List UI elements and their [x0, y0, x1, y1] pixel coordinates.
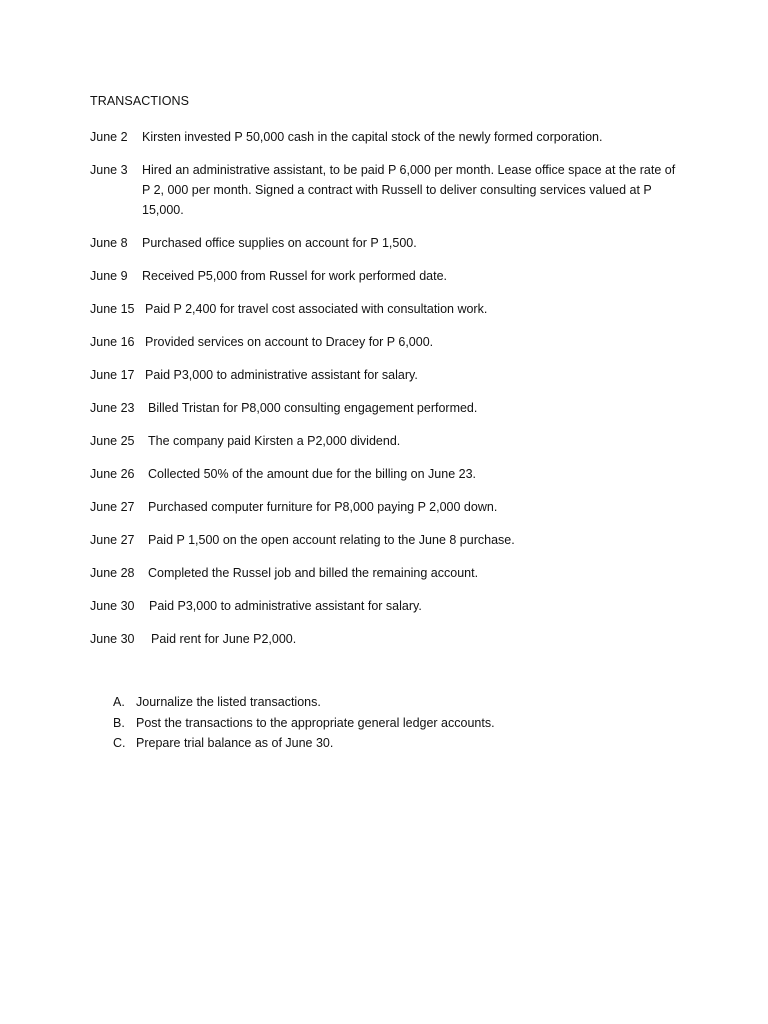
transaction-list — [90, 127, 690, 662]
transaction-description: Paid P3,000 to administrative assistant for salary. — [149, 599, 422, 613]
transaction-date: June 9 — [90, 269, 128, 283]
transaction-description: Paid P 2,400 for travel cost associated with consultation work. — [145, 302, 488, 316]
task-item — [113, 713, 495, 734]
task-list — [113, 692, 495, 754]
transaction-entry — [90, 127, 690, 147]
transaction-description: Purchased computer furniture for P8,000 paying P 2,000 down. — [148, 500, 498, 514]
transaction-description: Kirsten invested P 50,000 cash in the capital stock of the newly formed corporation. — [142, 130, 603, 144]
transaction-entry — [90, 596, 690, 616]
transaction-date: June 25 — [90, 434, 135, 448]
transaction-entry — [90, 160, 690, 220]
transaction-description: Billed Tristan for P8,000 consulting engagement performed. — [148, 401, 478, 415]
transaction-date: June 27 — [90, 500, 135, 514]
transaction-entry — [90, 629, 690, 649]
transaction-description: Paid P3,000 to administrative assistant for salary. — [145, 368, 418, 382]
transaction-description: Purchased office supplies on account for P 1,500. — [142, 236, 417, 250]
transaction-entry — [90, 563, 690, 583]
transaction-description: The company paid Kirsten a P2,000 dividend. — [148, 434, 401, 448]
transaction-date: June 28 — [90, 566, 135, 580]
transaction-date: June 8 — [90, 236, 128, 250]
transaction-date: June 30 — [90, 599, 135, 613]
transaction-date: June 26 — [90, 467, 135, 481]
transaction-date: June 3 — [90, 163, 128, 177]
transaction-date: June 17 — [90, 368, 135, 382]
task-text: Post the transactions to the appropriate general ledger accounts. — [136, 715, 495, 730]
transaction-date: June 2 — [90, 130, 128, 144]
document-heading: TRANSACTIONS — [90, 94, 190, 108]
task-item — [113, 733, 495, 754]
task-letter: C. — [113, 736, 126, 750]
transaction-entry — [90, 431, 690, 451]
transaction-entry — [90, 365, 690, 385]
transaction-description: Received P5,000 from Russel for work performed date. — [142, 269, 447, 283]
transaction-entry — [90, 299, 690, 319]
task-letter: B. — [113, 715, 125, 730]
transaction-description: Collected 50% of the amount due for the billing on June 23. — [148, 467, 476, 481]
transaction-entry — [90, 464, 690, 484]
transaction-entry — [90, 266, 690, 286]
task-text: Journalize the listed transactions. — [136, 695, 321, 709]
transaction-date: June 30 — [90, 632, 135, 646]
task-letter: A. — [113, 695, 125, 709]
transaction-date: June 15 — [90, 302, 135, 316]
transaction-date: June 27 — [90, 533, 135, 547]
transaction-date: June 16 — [90, 335, 135, 349]
task-text: Prepare trial balance as of June 30. — [136, 736, 334, 750]
transaction-date: June 23 — [90, 401, 135, 415]
transaction-entry — [90, 530, 690, 550]
transaction-entry — [90, 497, 690, 517]
transaction-description: Provided services on account to Dracey for P 6,000. — [145, 335, 434, 349]
transaction-description: Hired an administrative assistant, to be paid P 6,000 per month. Lease office space at the rate of P 2, 000 per month. Signed a contract with Russell to deliver consulting services valued at P 15,000. — [142, 163, 676, 217]
transaction-description: Completed the Russel job and billed the remaining account. — [148, 566, 479, 580]
transaction-entry — [90, 233, 690, 253]
transaction-description: Paid P 1,500 on the open account relating to the June 8 purchase. — [148, 533, 515, 547]
transaction-entry — [90, 398, 690, 418]
task-item — [113, 692, 495, 713]
transaction-entry — [90, 332, 690, 352]
transaction-description: Paid rent for June P2,000. — [151, 632, 297, 646]
